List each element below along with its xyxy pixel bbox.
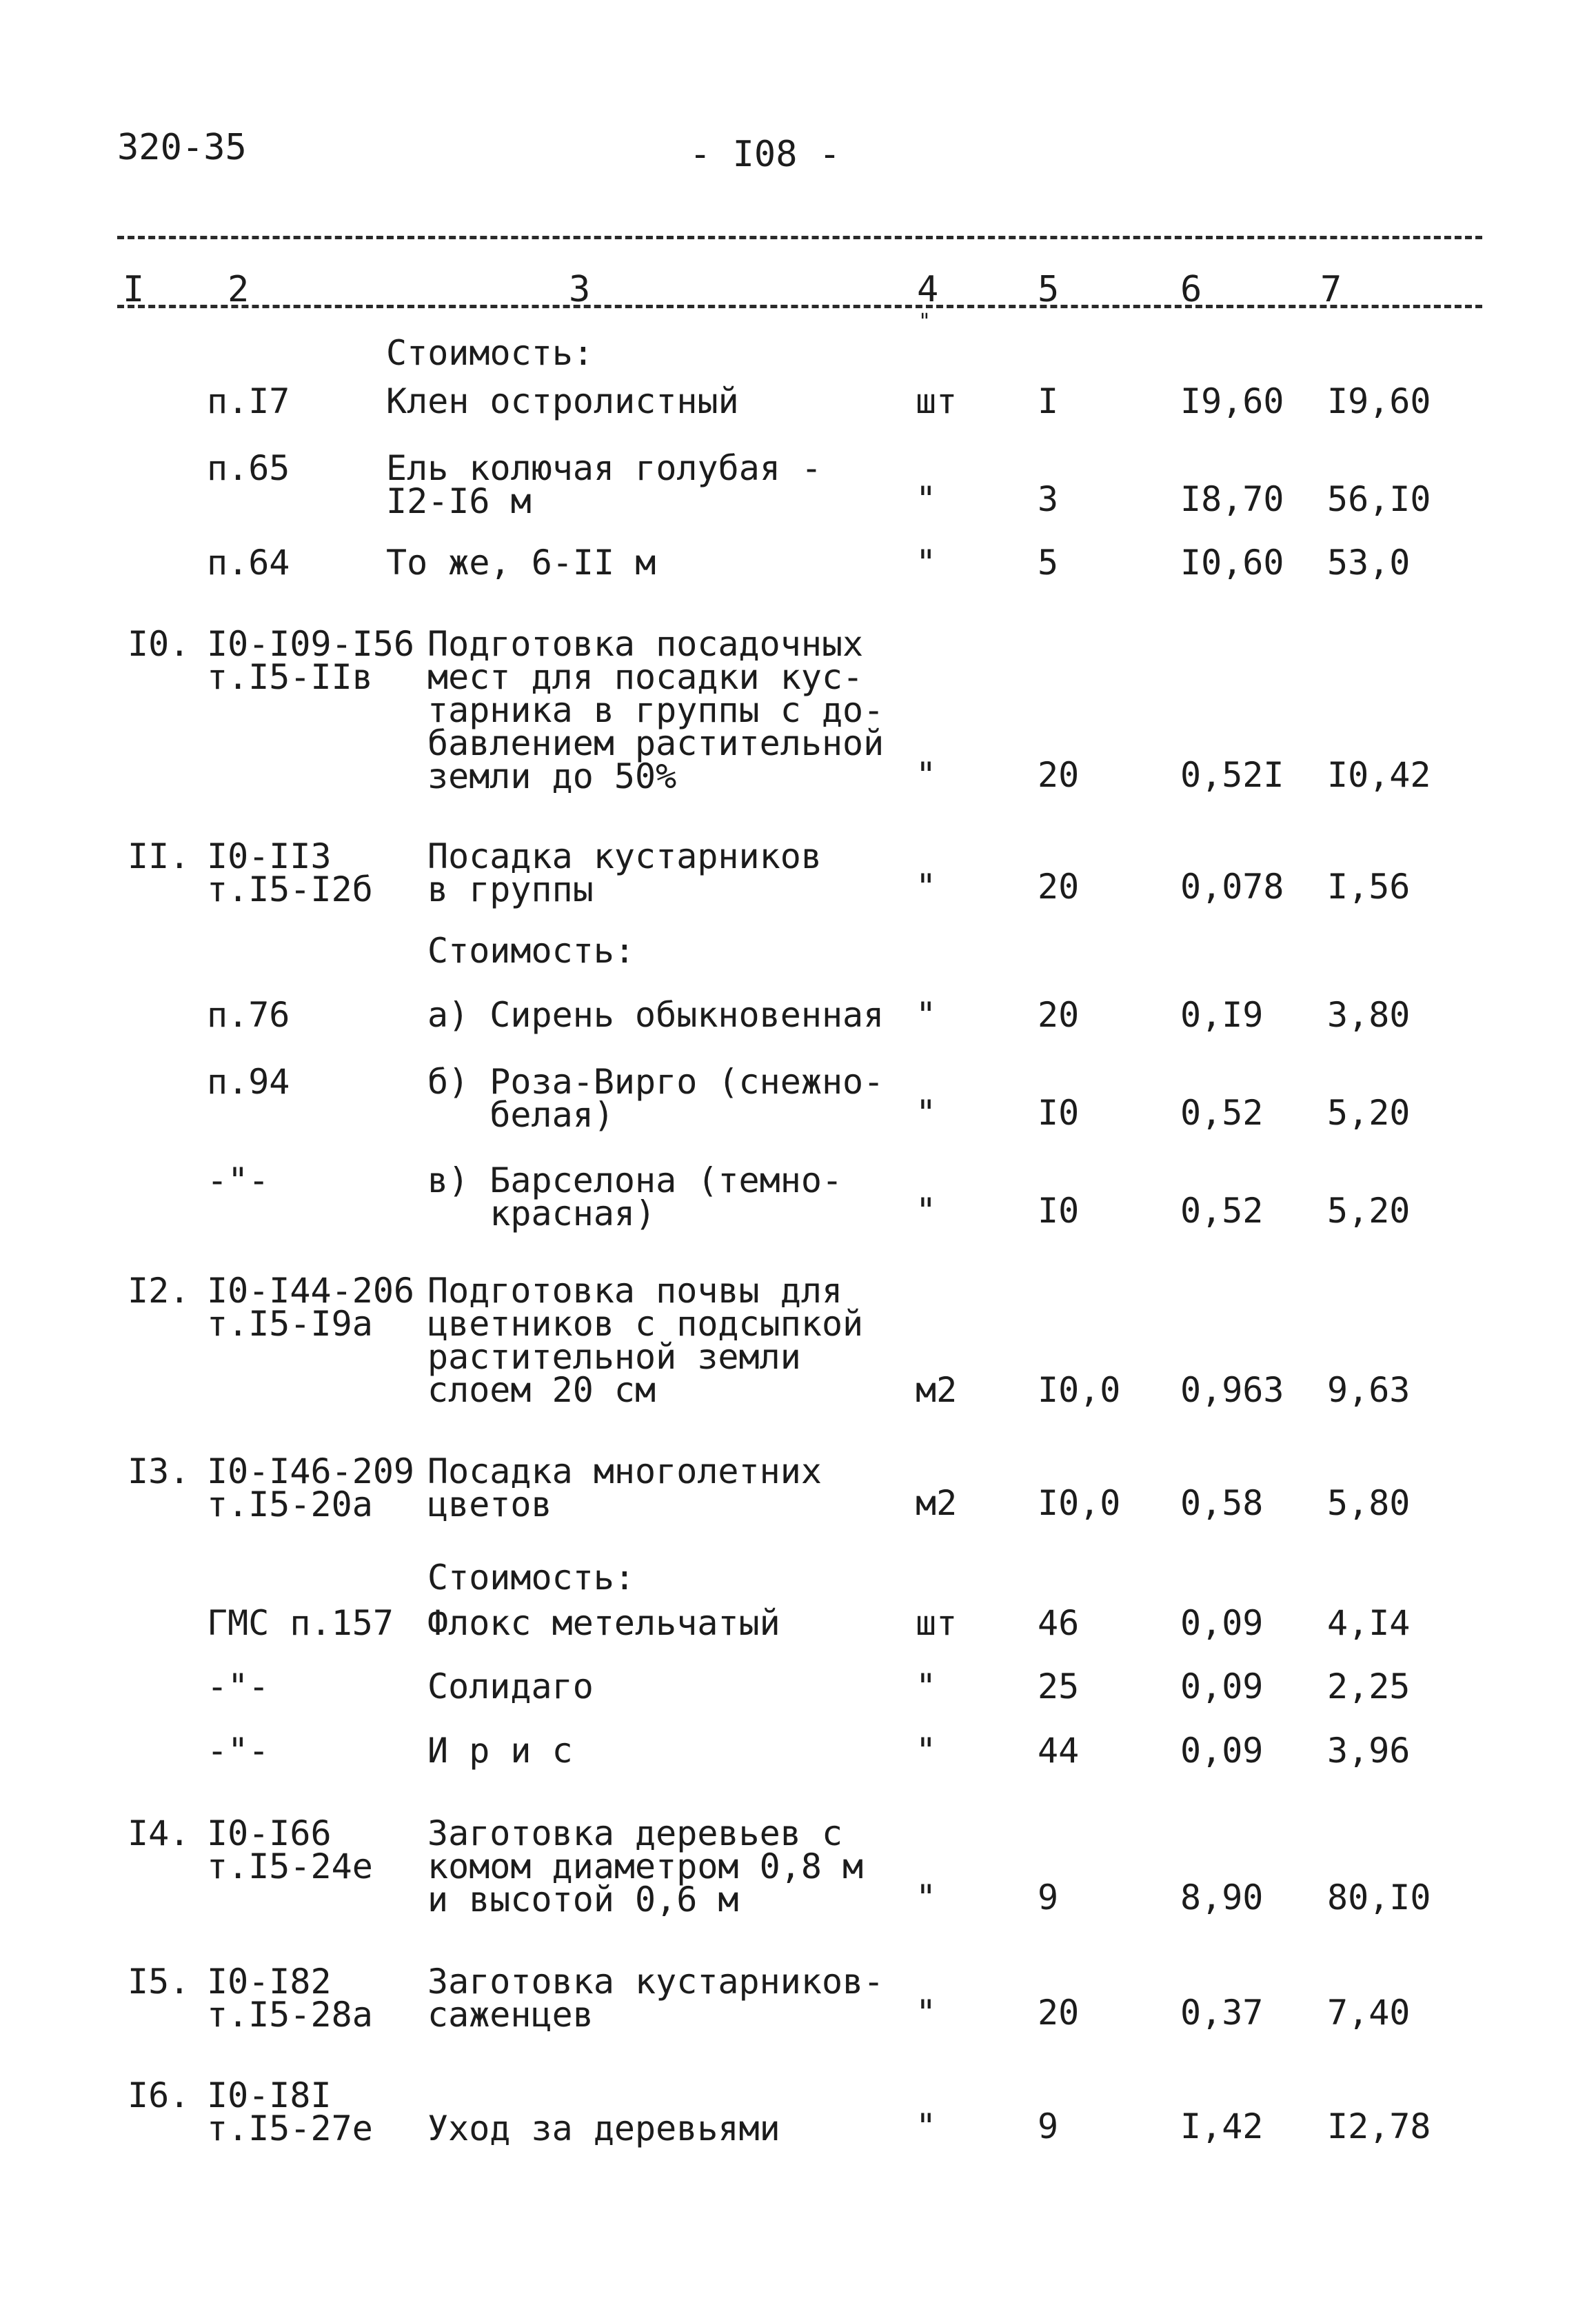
row-unit: м2 (916, 1483, 958, 1523)
row-ref: п.76 (207, 995, 290, 1035)
row-number: I5. (128, 1962, 190, 2002)
row-description-line: растительной земли (427, 1337, 801, 1377)
row-unit: " (916, 543, 937, 583)
row-unit: " (916, 1993, 937, 2033)
row-ref: -"- (207, 1160, 270, 1200)
row-total: 4,I4 (1327, 1603, 1411, 1643)
row-ref-line: т.I5-27е (207, 2108, 373, 2148)
row-unit: " (916, 995, 937, 1035)
row-quantity: 20 (1038, 1993, 1080, 2033)
row-ref-line: т.I5-I2б (207, 869, 373, 909)
row-price: 0,09 (1180, 1731, 1264, 1771)
row-description: Солидаго (427, 1667, 594, 1707)
row-price: 0,58 (1180, 1483, 1264, 1523)
col-num-2: 2 (228, 269, 250, 310)
row-description-line: Подготовка почвы для (427, 1271, 843, 1311)
row-total: 7,40 (1327, 1993, 1411, 2033)
row-price: I9,60 (1180, 381, 1284, 421)
row-quantity: I0,0 (1038, 1483, 1121, 1523)
row-total: 3,96 (1327, 1731, 1411, 1771)
col-num-7: 7 (1320, 269, 1342, 310)
row-description-line: белая) (489, 1095, 614, 1135)
row-description-line: красная) (489, 1194, 656, 1234)
row-description-line: слоем 20 см (427, 1370, 656, 1410)
row-description: а) Сирень обыкновенная (427, 995, 885, 1035)
row-description: То же, 6-II м (386, 543, 656, 583)
cost-heading: Стоимость: (427, 1558, 636, 1598)
cost-heading: Стоимость: (427, 931, 636, 971)
header-rule (117, 305, 1482, 308)
row-ref-line: I0-I8I (207, 2075, 332, 2115)
row-total: 2,25 (1327, 1667, 1411, 1707)
row-ref-line: I0-I09-I56 (207, 624, 415, 664)
top-rule (117, 236, 1482, 239)
row-description-line: и высотой 0,6 м (427, 1880, 739, 1920)
row-quantity: I0 (1038, 1093, 1080, 1133)
row-description-line: тарника в группы с до- (427, 690, 885, 730)
row-quantity: 44 (1038, 1731, 1080, 1771)
col-num-5: 5 (1038, 269, 1060, 310)
row-price: 0,37 (1180, 1993, 1264, 2033)
row-unit: " (916, 2106, 937, 2146)
row-price: 0,078 (1180, 867, 1284, 907)
row-quantity: I0,0 (1038, 1370, 1121, 1410)
row-price: 0,52I (1180, 755, 1284, 795)
row-ref-line: т.I5-20а (207, 1484, 373, 1524)
row-unit: шт (916, 381, 958, 421)
row-unit: " (916, 479, 937, 519)
col4-mark: " (918, 310, 931, 334)
row-ref-line: т.I5-24е (207, 1846, 373, 1886)
row-quantity: 9 (1038, 2106, 1059, 2146)
row-description-line: I2-I6 м (386, 481, 532, 521)
row-quantity: 46 (1038, 1603, 1080, 1643)
row-ref-line: I0-I82 (207, 1962, 332, 2002)
row-description-line: Заготовка кустарников- (427, 1962, 885, 2002)
row-description-line: бавлением растительной (427, 723, 885, 763)
row-ref-line: I0-I46-209 (207, 1451, 415, 1491)
row-price: 8,90 (1180, 1878, 1264, 1918)
row-quantity: 3 (1038, 479, 1059, 519)
row-description-line: Ель колючая голубая - (386, 448, 822, 488)
row-price: 0,09 (1180, 1667, 1264, 1707)
row-description-line: комом диаметром 0,8 м (427, 1846, 864, 1886)
row-quantity: 5 (1038, 543, 1059, 583)
row-quantity: 20 (1038, 995, 1080, 1035)
row-price: I0,60 (1180, 543, 1284, 583)
row-unit: м2 (916, 1370, 958, 1410)
row-description: Флокс метельчатый (427, 1603, 780, 1643)
row-unit: шт (916, 1603, 958, 1643)
col-num-4: 4 (917, 269, 939, 310)
row-description-line: Подготовка посадочных (427, 624, 864, 664)
row-ref: п.65 (207, 448, 290, 488)
page-number: - I08 - (689, 134, 841, 175)
row-total: 9,63 (1327, 1370, 1411, 1410)
row-unit: " (916, 867, 937, 907)
row-ref-line: I0-I66 (207, 1813, 332, 1853)
row-description-line: б) Роза-Вирго (снежно- (427, 1062, 885, 1102)
row-unit: " (916, 1878, 937, 1918)
row-description: Клен остролистный (386, 381, 739, 421)
row-description-line: в) Барселона (темно- (427, 1160, 843, 1200)
row-total: I,56 (1327, 867, 1411, 907)
row-total: 5,20 (1327, 1191, 1411, 1231)
row-number: I6. (128, 2075, 190, 2115)
row-total: 5,20 (1327, 1093, 1411, 1133)
row-quantity: 9 (1038, 1878, 1059, 1918)
row-ref: ГМС п.157 (207, 1603, 394, 1643)
row-description: И р и с (427, 1731, 573, 1771)
row-unit: " (916, 1191, 937, 1231)
row-description-line: земли до 50% (427, 756, 677, 796)
row-quantity: 20 (1038, 755, 1080, 795)
row-description-line: цветов (427, 1484, 552, 1524)
row-description-line: саженцев (427, 1995, 594, 2035)
row-price: 0,963 (1180, 1370, 1284, 1410)
row-description-line: цветников с подсыпкой (427, 1304, 864, 1344)
row-price: 0,I9 (1180, 995, 1264, 1035)
row-price: 0,09 (1180, 1603, 1264, 1643)
row-ref: -"- (207, 1667, 270, 1707)
row-ref: п.94 (207, 1062, 290, 1102)
row-unit: " (916, 1731, 937, 1771)
row-ref-line: I0-II3 (207, 836, 332, 876)
col-num-6: 6 (1180, 269, 1202, 310)
row-unit: " (916, 755, 937, 795)
row-number: I0. (128, 624, 190, 664)
row-number: I3. (128, 1451, 190, 1491)
row-ref: п.64 (207, 543, 290, 583)
row-quantity: I0 (1038, 1191, 1080, 1231)
row-ref: -"- (207, 1731, 270, 1771)
row-description-line: Заготовка деревьев с (427, 1813, 843, 1853)
row-price: 0,52 (1180, 1191, 1264, 1231)
row-ref-line: т.I5-I9а (207, 1304, 373, 1344)
row-ref-line: I0-I44-206 (207, 1271, 415, 1311)
cost-heading: Стоимость: (386, 333, 594, 373)
row-price: I,42 (1180, 2106, 1264, 2146)
col-num-3: 3 (569, 269, 591, 310)
row-description-line: мест для посадки кус- (427, 657, 864, 697)
row-unit: " (916, 1667, 937, 1707)
row-ref-line: т.I5-IIв (207, 657, 373, 697)
row-price: I8,70 (1180, 479, 1284, 519)
row-description: Уход за деревьями (427, 2108, 780, 2148)
row-total: I0,42 (1327, 755, 1431, 795)
row-description-line: Посадка многолетних (427, 1451, 822, 1491)
row-description-line: Посадка кустарников (427, 836, 822, 876)
row-quantity: I (1038, 381, 1059, 421)
row-total: 53,0 (1327, 543, 1411, 583)
row-total: 56,I0 (1327, 479, 1431, 519)
row-total: I2,78 (1327, 2106, 1431, 2146)
row-number: II. (128, 836, 190, 876)
row-description-line: в группы (427, 869, 594, 909)
row-total: I9,60 (1327, 381, 1431, 421)
row-total: 3,80 (1327, 995, 1411, 1035)
row-unit: " (916, 1093, 937, 1133)
col-num-1: I (123, 269, 145, 310)
row-quantity: 25 (1038, 1667, 1080, 1707)
row-price: 0,52 (1180, 1093, 1264, 1133)
row-number: I4. (128, 1813, 190, 1853)
row-total: 5,80 (1327, 1483, 1411, 1523)
row-ref: п.I7 (207, 381, 290, 421)
row-number: I2. (128, 1271, 190, 1311)
row-total: 80,I0 (1327, 1878, 1431, 1918)
row-quantity: 20 (1038, 867, 1080, 907)
row-ref-line: т.I5-28а (207, 1995, 373, 2035)
doc-code: 320-35 (117, 127, 247, 168)
